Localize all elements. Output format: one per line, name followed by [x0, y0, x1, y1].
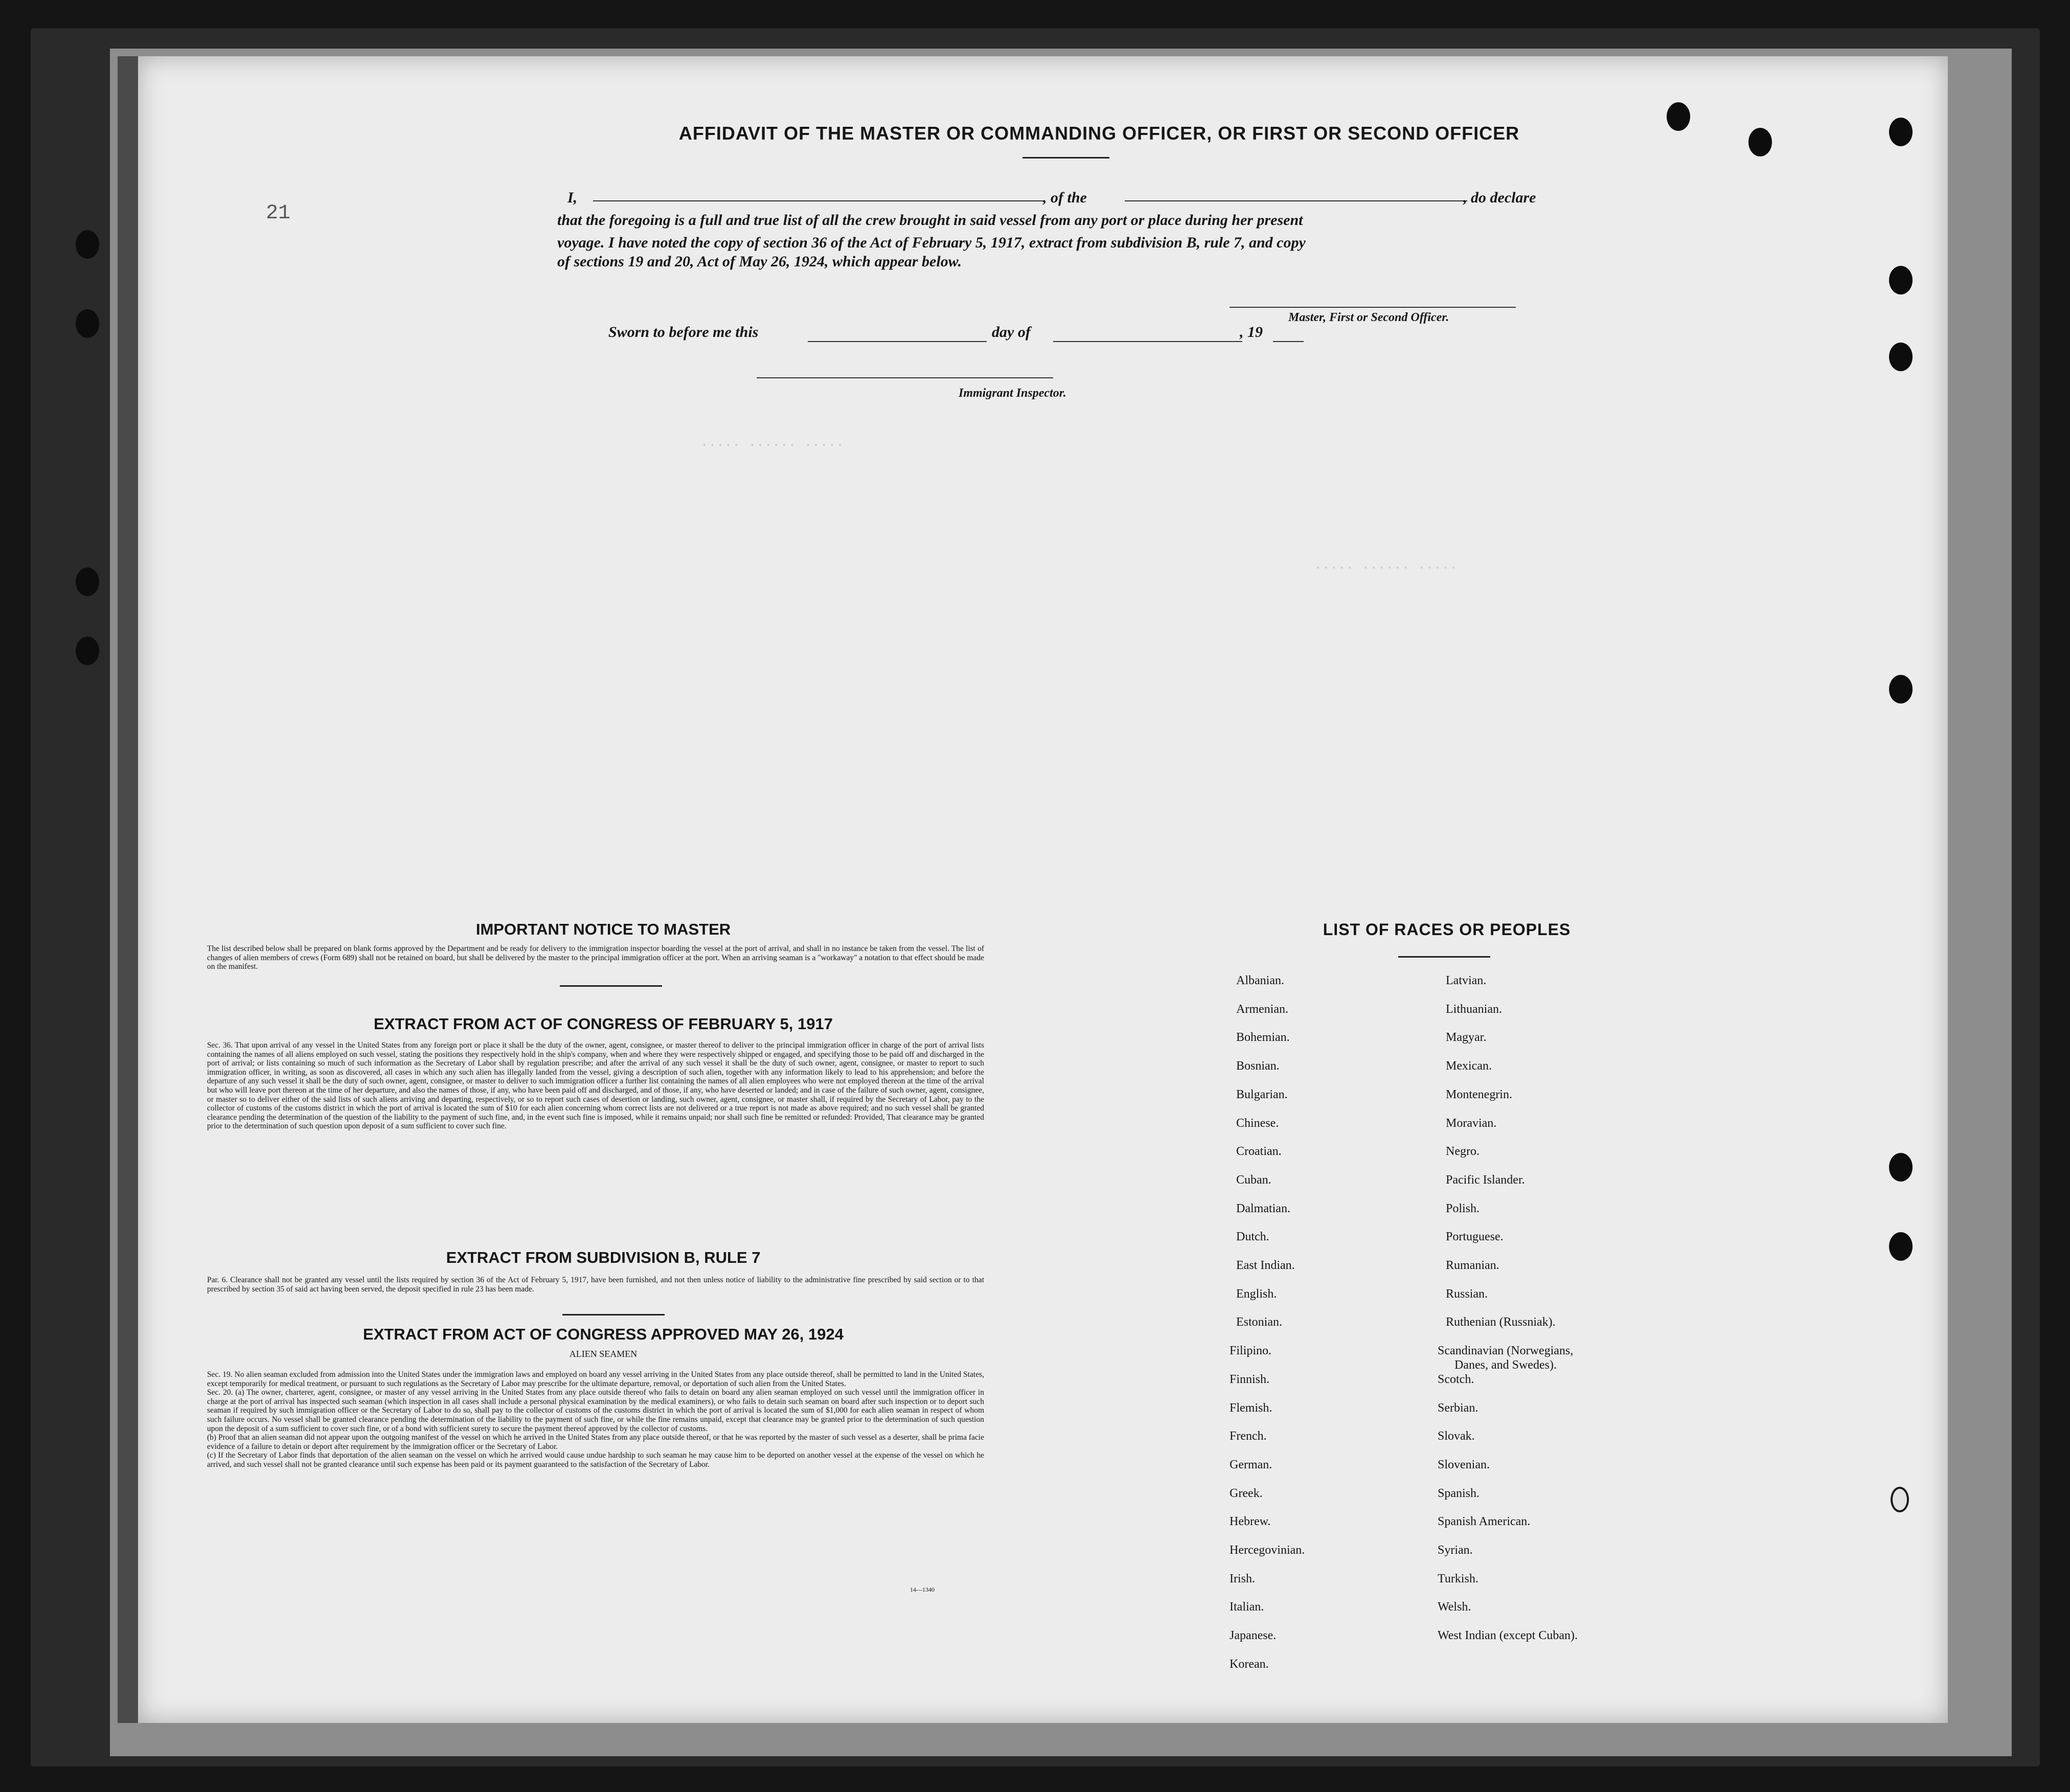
- race-item: Filipino.: [1230, 1344, 1272, 1357]
- race-item: Ruthenian (Russniak).: [1446, 1315, 1556, 1329]
- sworn-year-blank: [1273, 341, 1304, 342]
- race-item: Rumanian.: [1446, 1259, 1499, 1272]
- race-item: Bosnian.: [1236, 1059, 1280, 1073]
- sworn-day-blank: [808, 341, 987, 342]
- race-item: Scotch.: [1438, 1373, 1474, 1386]
- affidavit-title: AFFIDAVIT OF THE MASTER OR COMMANDING OFFICER, OR FIRST OR SECOND OFFICER: [678, 123, 1520, 144]
- punch-hole: [1889, 1153, 1913, 1182]
- race-item: Croatian.: [1236, 1145, 1282, 1158]
- rule7-rule: [562, 1314, 665, 1315]
- race-item: Latvian.: [1446, 974, 1487, 987]
- extract-1924-title: EXTRACT FROM ACT OF CONGRESS APPROVED MAY 26, 1924: [363, 1325, 844, 1343]
- punch-hole: [1889, 266, 1913, 294]
- race-item: Chinese.: [1236, 1117, 1279, 1130]
- race-item: Hebrew.: [1230, 1515, 1271, 1528]
- races-rule: [1398, 956, 1490, 958]
- affidavit-of-the: , of the: [1043, 189, 1087, 206]
- notice-title: IMPORTANT NOTICE TO MASTER: [475, 920, 731, 938]
- race-item: Mexican.: [1446, 1059, 1492, 1073]
- race-item: Slovak.: [1438, 1430, 1475, 1443]
- punch-hole: [76, 230, 99, 259]
- punch-hole: [1667, 102, 1690, 131]
- punch-hole: [1889, 343, 1913, 371]
- race-item: Hercegovinian.: [1230, 1544, 1305, 1557]
- inspector-label: Immigrant Inspector.: [959, 387, 1066, 400]
- punch-hole: [76, 637, 99, 665]
- rule7-body: Par. 6. Clearance shall not be granted any vessel until the lists required by section 36 of the Act of February 5, 1917, have been furnished, and not then unless notice of liability to the administrative fine prescribed by said section or to that prescribed by section 35 of said act having been served, the deposit specified in rule 23 has been made.: [207, 1276, 984, 1294]
- race-item: Polish.: [1446, 1202, 1480, 1215]
- bleed-through: ..... ...... .....: [700, 435, 844, 450]
- punch-hole: [1889, 1232, 1913, 1261]
- race-item: Danes, and Swedes).: [1454, 1358, 1557, 1372]
- race-item: East Indian.: [1236, 1259, 1295, 1272]
- race-item: Irish.: [1230, 1572, 1255, 1585]
- affidavit-line-2: that the foregoing is a full and true list of all the crew brought in said vessel from any port or place during her present: [557, 212, 1303, 229]
- race-item: Spanish.: [1438, 1487, 1480, 1500]
- race-item: Armenian.: [1236, 1003, 1288, 1016]
- extract-1917-body: Sec. 36. That upon arrival of any vessel in the United States from any foreign port or place it shall be the duty of the owner, agent, consignee, or master thereof to deliver to the principal immigration officer in charge of the port of arrival lists containing the names of all aliens employed on such vessel, stating the positions they respectively hold in the ship's company, when and where they were respectively shipped or engaged, and specifying those to be paid off and discharged in the port of arrival; or lists containing so much of such information as the Secretary of Labor shall by regulation prescribe; and after the arrival of any such vessel it shall be the duty of such owner, agent, consignee, or master to report to such immigration officer, in writing, as soon as discovered, all cases in which any such alien has illegally landed from the vessel, giving a description of such alien, together with any information likely to lead to his apprehension; and before the departure of any such vessel it shall be the duty of such owner, agent, consignee, or master to deliver to such immigration officer a further list containing the names of all alien employees who were not employed thereon at the time of the arrival but who will leave port thereon at the time of her departure, and also the names of those, if any, who have been paid off and discharged, and of those, if any, who have deserted or landed; and in case of the failure of such owner, agent, consignee, or master so to deliver either of the said lists of such aliens arriving and departing, respectively, or so to report such cases of desertion or landing, such owner, agent, consignee, or master shall, if required by the Secretary of Labor, pay to the collector of customs of the customs district in which the port of arrival is located the sum of $10 for each alien concerning whom correct lists are not delivered or a true report is not made as above required; and no such vessel shall be granted clearance pending the determination of the question of the liability to the payment of such fine, and, in the event such fine is imposed, while it remains unpaid; nor shall such fine be remitted or refunded: Provided, That clearance may be granted prior to the determination of such question upon deposit of a sum sufficient to cover such fine.: [207, 1041, 984, 1131]
- inspector-signature-line: [757, 377, 1053, 378]
- race-item: Dutch.: [1236, 1230, 1269, 1243]
- master-signature-line: [1230, 307, 1516, 308]
- race-item: Estonian.: [1236, 1315, 1282, 1329]
- race-item: Italian.: [1230, 1600, 1264, 1614]
- race-item: Japanese.: [1230, 1629, 1277, 1642]
- race-item: Montenegrin.: [1446, 1088, 1512, 1101]
- affidavit-line-3: voyage. I have noted the copy of section 36 of the Act of February 5, 1917, extract from subdivision B, rule 7, and copy: [557, 234, 1306, 251]
- race-item: Serbian.: [1438, 1401, 1478, 1415]
- bleed-through: ..... ...... .....: [1314, 557, 1458, 573]
- rule7-title: EXTRACT FROM SUBDIVISION B, RULE 7: [446, 1249, 761, 1266]
- punch-hole: [1889, 118, 1913, 146]
- sworn-month-blank: [1053, 341, 1242, 342]
- section-20b: (b) Proof that an alien seaman did not appear upon the outgoing manifest of the vessel on which he arrived in the United States from any place outside thereof, or that he was reported by the master of such vessel as a deserter, shall be prima facie evidence of a failure to detain or deport after requirement by the immigration officer or the Secretary of Labor.: [207, 1433, 984, 1451]
- race-item: Pacific Islander.: [1446, 1173, 1525, 1187]
- punch-hole: [1889, 675, 1913, 704]
- title-rule: [1022, 157, 1109, 158]
- race-item: Scandinavian (Norwegians,: [1438, 1344, 1574, 1357]
- section-20a: Sec. 20. (a) The owner, charterer, agent, consignee, or master of any vessel arriving in the United States from any place outside thereof who fails to detain on board any alien seaman employed on such vessel until the immigration officer in charge at the port of arrival has inspected such seaman (which inspection in all cases shall include a personal physical examination by the medical examiners), or who fails to detain such seaman on board after such inspection or to deport such seaman if required by such immigration officer or the Secretary of Labor to do so, shall pay to the collector of customs of the customs district in which the port of arrival is located the sum of $1,000 for each alien seaman in respect of whom such failure occurs. No vessel shall be granted clearance pending the determination of the liability to the payment of such fine, or while the fine remains unpaid, except that clearance may be granted prior to the determination of such question upon the deposit of a sum sufficient to cover such fine, or of a bond with sufficient surety to secure the payment thereof approved by the collector of customs.: [207, 1388, 984, 1433]
- race-item: Korean.: [1230, 1658, 1269, 1671]
- race-item: Dalmatian.: [1236, 1202, 1290, 1215]
- punch-hole: [76, 309, 99, 338]
- race-item: Spanish American.: [1438, 1515, 1531, 1528]
- race-item: Syrian.: [1438, 1544, 1473, 1557]
- document-page: [138, 56, 1948, 1723]
- affidavit-line-4: of sections 19 and 20, Act of May 26, 1924, which appear below.: [557, 253, 962, 270]
- extract-1917-title: EXTRACT FROM ACT OF CONGRESS OF FEBRUARY 5, 1917: [374, 1015, 833, 1033]
- punch-hole: [1891, 1487, 1909, 1512]
- race-item: Moravian.: [1446, 1117, 1497, 1130]
- race-item: Portuguese.: [1446, 1230, 1504, 1243]
- race-item: Russian.: [1446, 1287, 1488, 1301]
- punch-hole: [76, 568, 99, 596]
- race-item: Lithuanian.: [1446, 1003, 1502, 1016]
- race-item: Slovenian.: [1438, 1458, 1490, 1471]
- affidavit-declare: , do declare: [1463, 189, 1536, 206]
- extract-1924-body: [207, 1370, 984, 1469]
- race-item: English.: [1236, 1287, 1277, 1301]
- notice-body: The list described below shall be prepared on blank forms approved by the Department and be ready for delivery to the immigration inspector boarding the vessel at the port of arrival, and shall in no instance be taken from the vessel. The list of changes of alien members of crews (Form 689) shall not be retained on board, but shall be delivered by the master to the principal immigration officer at the port. When an arriving seaman is a "workaway" a notation to that effect should be made on the manifest.: [207, 944, 984, 971]
- alien-seamen-subtitle: ALIEN SEAMEN: [569, 1349, 638, 1359]
- form-number: 14—1340: [910, 1586, 935, 1593]
- race-item: Greek.: [1230, 1487, 1263, 1500]
- vessel-blank: [1125, 200, 1467, 201]
- section-19: Sec. 19. No alien seaman excluded from admission into the United States under the immigration laws and employed on board any vessel arriving in the United States from any place outside thereof, shall be permitted to land in the United States, except temporarily for medical treatment, or pursuant to such regulations as the Secretary of Labor may prescribe for the ultimate departure, removal, or deportation of such alien from the United States.: [207, 1370, 984, 1388]
- race-item: Bulgarian.: [1236, 1088, 1288, 1101]
- day-of-label: day of: [992, 324, 1031, 341]
- race-item: West Indian (except Cuban).: [1438, 1629, 1578, 1642]
- margin-mark: 21: [266, 202, 291, 225]
- race-item: German.: [1230, 1458, 1272, 1471]
- race-item: Negro.: [1446, 1145, 1480, 1158]
- notice-rule: [560, 985, 662, 987]
- race-item: Bohemian.: [1236, 1031, 1290, 1044]
- race-item: Flemish.: [1230, 1401, 1272, 1415]
- race-item: French.: [1230, 1430, 1267, 1443]
- punch-hole: [1748, 128, 1772, 156]
- race-item: Albanian.: [1236, 974, 1284, 987]
- name-blank: [593, 200, 1043, 201]
- races-title: LIST OF RACES OR PEOPLES: [1323, 920, 1571, 939]
- sworn-label: Sworn to before me this: [608, 324, 759, 341]
- section-20c: (c) If the Secretary of Labor finds that deportation of the alien seaman on the vessel on which he arrived would cause undue hardship to such seaman he may cause him to be deported on another vessel at the expense of the vessel on which he arrived, and such vessel shall not be granted clearance until such expense has been paid or its payment guaranteed to the satisfaction of the Secretary of Labor.: [207, 1451, 984, 1469]
- race-item: Welsh.: [1438, 1600, 1471, 1614]
- year-prefix: , 19: [1240, 324, 1263, 341]
- race-item: Cuban.: [1236, 1173, 1271, 1187]
- race-item: Finnish.: [1230, 1373, 1270, 1386]
- race-item: Magyar.: [1446, 1031, 1487, 1044]
- race-item: Turkish.: [1438, 1572, 1478, 1585]
- affidavit-i: I,: [567, 189, 578, 206]
- master-label: Master, First or Second Officer.: [1288, 311, 1449, 324]
